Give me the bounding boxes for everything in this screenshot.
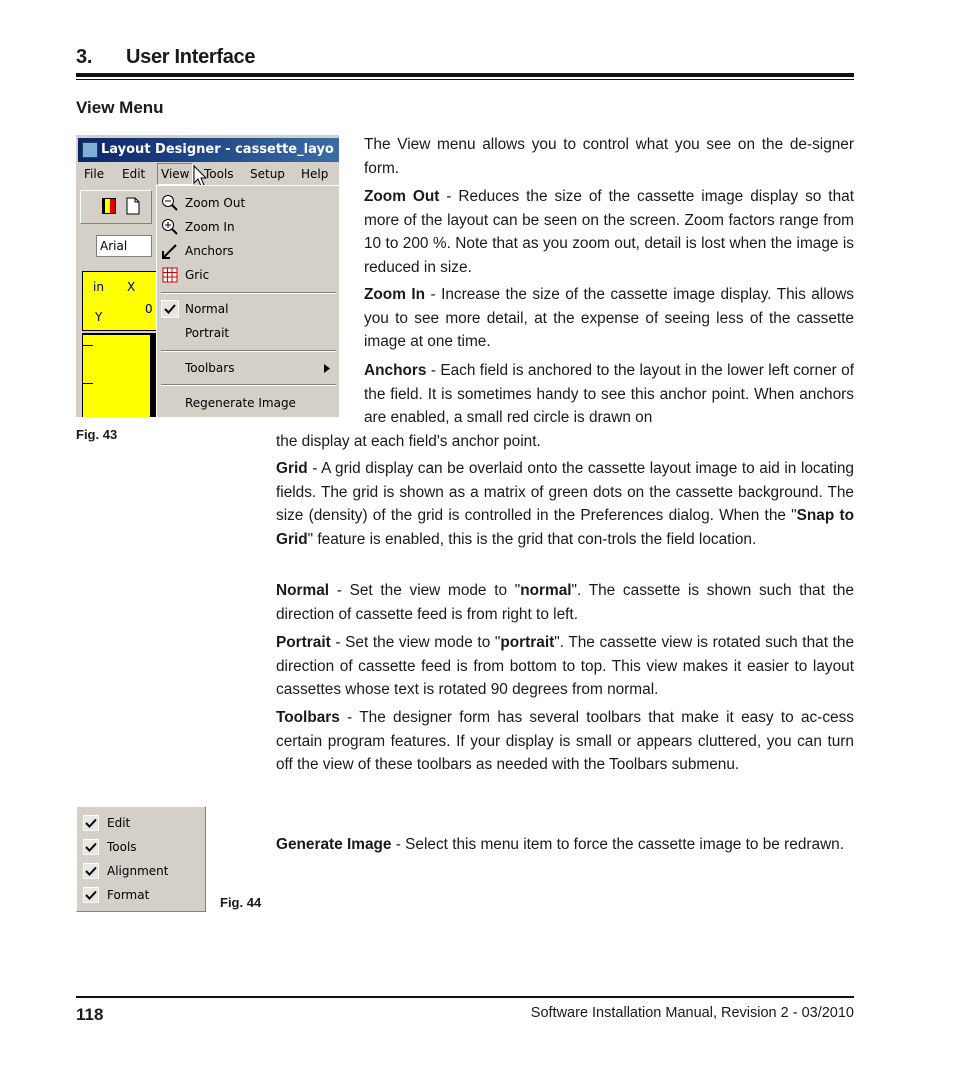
intro-paragraph: The View menu allows you to control what you see on the de-signer form. bbox=[364, 136, 854, 177]
header-rule-thick bbox=[76, 73, 854, 77]
checkmark-icon bbox=[83, 863, 99, 879]
menu-separator bbox=[161, 384, 336, 386]
section-title: View Menu bbox=[76, 98, 164, 117]
checkmark-icon bbox=[83, 887, 99, 903]
zoom-out-icon bbox=[161, 194, 179, 212]
toolbar-item-tools[interactable]: Tools bbox=[81, 836, 203, 858]
cassette-area-bottom bbox=[82, 333, 151, 417]
footer-rule bbox=[76, 996, 854, 998]
page-number: 118 bbox=[76, 1005, 104, 1024]
figure-43-caption: Fig. 43 bbox=[76, 427, 118, 442]
grid-label-y: Y bbox=[95, 310, 103, 324]
grid-label-zero: 0 bbox=[145, 302, 153, 316]
anchors-paragraph-continued: the display at each field's anchor point. bbox=[276, 433, 541, 450]
menu-tools[interactable]: Tools bbox=[204, 167, 234, 181]
menu-item-anchors[interactable]: Anchors bbox=[157, 240, 339, 262]
menu-item-regenerate-image[interactable]: Regenerate Image bbox=[185, 396, 296, 410]
grid-label-in: in bbox=[93, 280, 104, 294]
view-dropdown-menu bbox=[156, 185, 339, 417]
chapter-title: User Interface bbox=[126, 46, 256, 68]
grid-label-x: X bbox=[127, 280, 136, 294]
checkmark-icon bbox=[161, 300, 179, 318]
menu-edit[interactable]: Edit bbox=[122, 167, 146, 181]
cassette-area-top bbox=[82, 271, 158, 331]
view-menu-screenshot bbox=[76, 135, 339, 417]
toolbar-item-format[interactable]: Format bbox=[81, 884, 203, 906]
checkmark-icon bbox=[83, 839, 99, 855]
grid-paragraph: Grid - A grid display can be overlaid onto the cassette layout image to aid in locating fields. The grid is shown as a matrix of green dots on the cassette background. The size (density) of the grid is controlled in the Preferences dialog. When the "Snap to Grid" feature is enabled, this is the grid that con-trols the field location. bbox=[276, 460, 854, 548]
menu-separator bbox=[161, 350, 336, 352]
zoom-in-icon bbox=[161, 218, 179, 236]
footer-text: Software Installation Manual, Revision 2 - 03/2010 bbox=[530, 1005, 854, 1021]
window-titlebar bbox=[78, 138, 339, 162]
anchors-paragraph: Anchors - Each field is anchored to the layout in the lower left corner of the field. It is sometimes handy to see this anchor point. When anchors are enabled, a small red circle is drawn on bbox=[364, 362, 854, 426]
chapter-number: 3. bbox=[76, 46, 93, 68]
window-title: Layout Designer - cassette_layo bbox=[101, 142, 334, 157]
document-color-icon[interactable] bbox=[101, 197, 117, 215]
generate-image-paragraph: Generate Image - Select this menu item to force the cassette image to be redrawn. bbox=[276, 836, 845, 853]
new-document-icon[interactable] bbox=[125, 197, 141, 215]
grid-icon bbox=[161, 266, 179, 284]
zoom-in-paragraph: Zoom In - Increase the size of the cassette image display. This allows you to see more detail, at the expense of seeing less of the cassette image at one time. bbox=[364, 286, 855, 350]
menu-item-grid[interactable]: Gric bbox=[157, 264, 339, 286]
menu-item-zoom-in[interactable]: Zoom In bbox=[157, 216, 339, 238]
toolbars-submenu-screenshot bbox=[76, 806, 206, 912]
header-rule-thin bbox=[76, 79, 854, 80]
chapter-heading bbox=[76, 46, 255, 69]
normal-paragraph: Normal - Set the view mode to "normal". The cassette is shown such that the direction of cassette feed is from right to left. bbox=[276, 582, 854, 623]
checkmark-icon bbox=[83, 815, 99, 831]
menu-item-toolbars[interactable]: Toolbars bbox=[157, 357, 339, 379]
toolbar-item-edit[interactable]: Edit bbox=[81, 812, 203, 834]
zoom-out-paragraph: Zoom Out - Reduces the size of the cassette image display so that more of the layout can be seen on the screen. Zoom factors range from 10 to 200 %. Note that as you zoom out, detail is lost when the image is reduced in size. bbox=[364, 188, 854, 276]
toolbar-strip bbox=[80, 190, 152, 224]
portrait-paragraph: Portrait - Set the view mode to "portrait". The cassette view is rotated such that the direction of cassette feed is from bottom to top. This view makes it easier to layout cassettes whose text is rotated 90 degrees from normal. bbox=[276, 634, 855, 698]
menu-view[interactable]: View bbox=[157, 163, 193, 185]
menu-item-normal[interactable]: Normal bbox=[157, 298, 339, 320]
menu-file[interactable]: File bbox=[84, 167, 105, 181]
menu-item-portrait[interactable]: Portrait bbox=[185, 326, 230, 340]
app-icon bbox=[82, 142, 98, 158]
figure-44-caption: Fig. 44 bbox=[220, 895, 262, 910]
font-select[interactable]: Arial bbox=[96, 235, 152, 257]
menu-setup[interactable]: Setup bbox=[250, 167, 285, 181]
menu-separator bbox=[161, 292, 336, 294]
menu-help[interactable]: Help bbox=[301, 167, 329, 181]
toolbar-item-alignment[interactable]: Alignment bbox=[81, 860, 203, 882]
menu-item-zoom-out[interactable]: Zoom Out bbox=[157, 192, 339, 214]
toolbars-paragraph: Toolbars - The designer form has several toolbars that make it easy to ac-cess certain program features. If your display is small or appears cluttered, you can turn off the view of these toolbars as needed with the Toolbars submenu. bbox=[276, 709, 854, 773]
anchor-arrow-icon bbox=[161, 242, 179, 260]
submenu-arrow-icon bbox=[324, 364, 330, 373]
